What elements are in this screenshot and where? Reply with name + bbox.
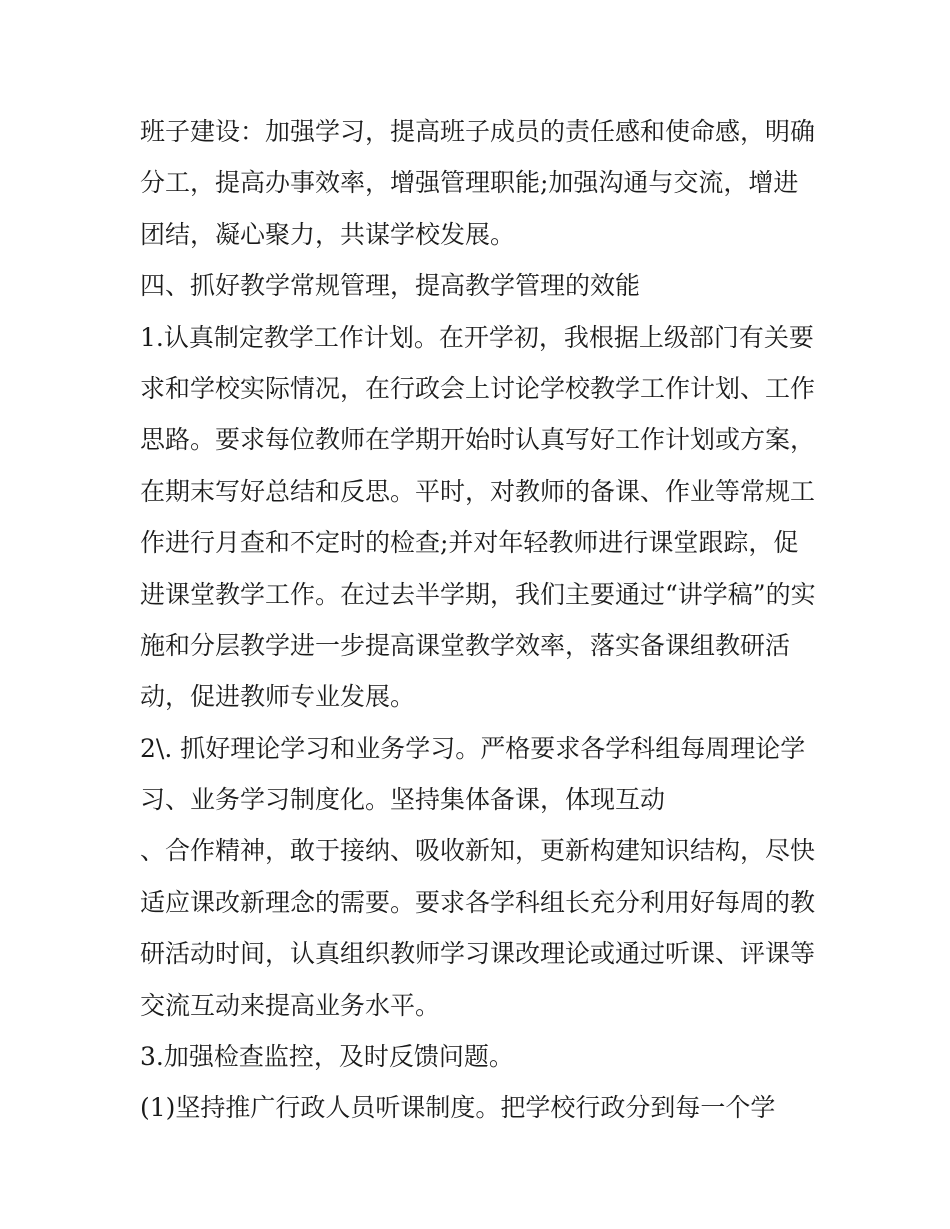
text-line: 3.加强检查监控，及时反馈问题。 — [140, 1042, 514, 1072]
text-line: 团结，凝心聚力，共谋学校发展。 — [140, 219, 516, 249]
text-line: 思路。要求每位教师在学期开始时认真写好工作计划或方案， — [140, 425, 816, 455]
text-line: 适应课改新理念的需要。要求各学科组长充分利用好每周的教 — [140, 887, 816, 917]
text-line: 2\. 抓好理论学习和业务学习。严格要求各学科组每周理论学 — [140, 733, 806, 763]
text-line: 求和学校实际情况，在行政会上讨论学校教学工作计划、工作 — [140, 373, 816, 403]
section-heading: 四、抓好教学常规管理，提高教学管理的效能 — [140, 271, 641, 301]
text-line: 研活动时间，认真组织教师学习课改理论或通过听课、评课等 — [140, 939, 816, 969]
text-line: 班子建设：加强学习，提高班子成员的责任感和使命感，明确 — [140, 117, 816, 146]
text-line: 交流互动来提高业务水平。 — [140, 990, 441, 1020]
text-line: 作进行月查和不定时的检查;并对年轻教师进行课堂跟踪，促 — [140, 528, 799, 558]
text-line: 、合作精神，敢于接纳、吸收新知，更新构建知识结构，尽快 — [140, 836, 816, 866]
text-line: 施和分层教学进一步提高课堂教学效率，落实备课组教研活 — [140, 630, 791, 660]
text-line: 分工，提高办事效率，增强管理职能;加强沟通与交流，增进 — [140, 168, 799, 198]
text-line: 1.认真制定教学工作计划。在开学初，我根据上级部门有关要 — [140, 322, 814, 352]
text-line: 进课堂教学工作。在过去半学期，我们主要通过“讲学稿”的实 — [140, 579, 816, 609]
text-line: (1)坚持推广行政人员听课制度。把学校行政分到每一个学 — [140, 1093, 776, 1123]
text-line: 动，促进教师专业发展。 — [140, 682, 416, 712]
text-line: 习、业务学习制度化。坚持集体备课，体现互动 — [140, 785, 666, 815]
text-line: 在期末写好总结和反思。平时，对教师的备课、作业等常规工 — [140, 476, 816, 506]
document-body — [140, 106, 830, 1134]
